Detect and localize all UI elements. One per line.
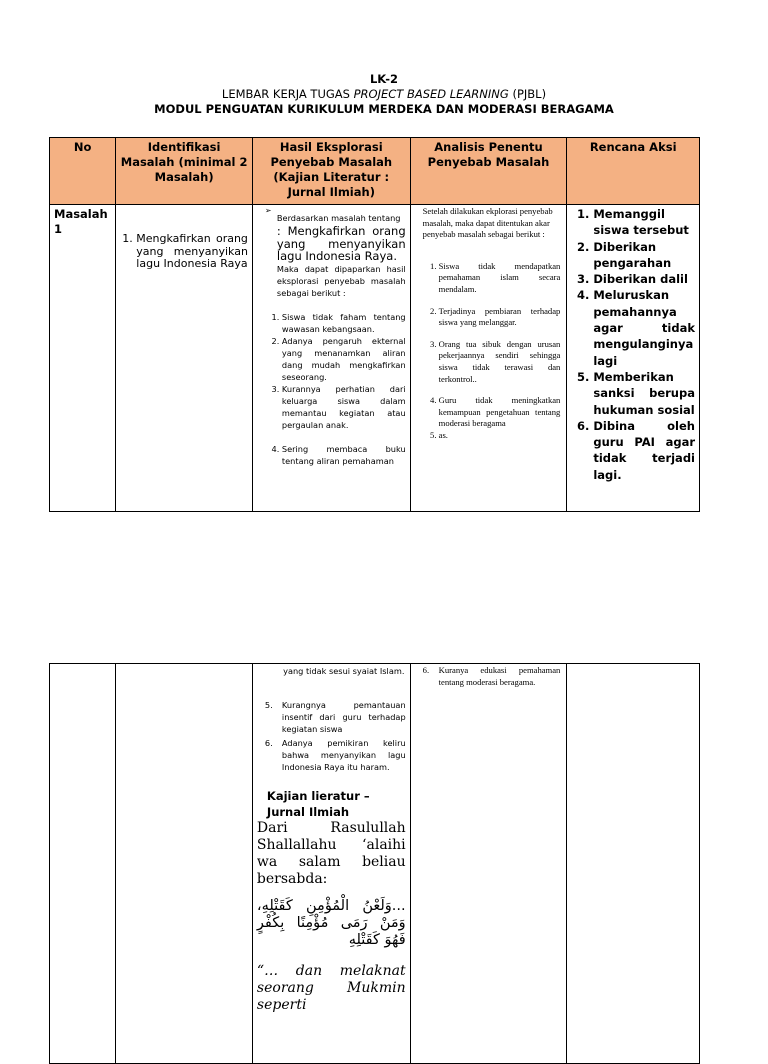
header-identifikasi: Identifikasi Masalah (minimal 2 Masalah) <box>116 138 253 205</box>
list-item: 1. Siswa tidak mendapatkan pemahaman islam secara mendalam. <box>439 261 561 296</box>
header-analisis: Analisis Penentu Penyebab Masalah <box>410 138 567 205</box>
header-rencana: Rencana Aksi <box>567 138 700 205</box>
list-item: 3. Kurannya perhatian dari keluarga siswa dalam memantau kegiatan atau pergaulan anak. <box>282 383 406 431</box>
row-label: Masalah 1 <box>50 205 116 512</box>
item-text: Adanya pemikiran keliru bahwa menyanyikan lagu Indonesia Raya itu haram. <box>281 738 406 772</box>
list-item: 5. Memberikan sanksi berupa hukuman sosial <box>593 369 695 418</box>
list-item: 3. Diberikan dalil <box>593 271 695 287</box>
identifikasi-cell <box>116 205 253 512</box>
item-number: 6. <box>264 738 273 748</box>
list-item: 4. Meluruskan pemahannya agar tidak mengulanginya lagi <box>593 287 695 368</box>
title-italic: PROJECT BASED LEARNING <box>353 87 509 101</box>
analisis-cell <box>410 664 567 1064</box>
worksheet-table <box>49 137 700 512</box>
item-text: Kuranya edukasi pemahaman tentang moderasi beragama. <box>438 665 561 687</box>
document-header <box>0 72 768 117</box>
item-number: 5. <box>264 700 273 710</box>
rencana-cell-empty <box>567 664 700 1064</box>
header-hasil-line1: Hasil Eksplorasi Penyebab Masalah <box>270 140 393 169</box>
header-hasil-line2: (Kajian Literatur : Jurnal Ilmiah) <box>273 170 390 199</box>
worksheet-table-continued <box>49 663 700 1064</box>
list-item: 1. Siswa tidak faham tentang wawasan kebangsaan. <box>282 311 406 335</box>
analisis-cell <box>410 205 567 512</box>
arrow-bullet-icon: ➢ <box>264 206 272 215</box>
item-text: Kurangnya pemantauan insentif dari guru terhadap kegiatan siswa <box>281 700 406 734</box>
hadith-translation: “… dan melaknat seorang Mukmin seperti <box>256 963 406 1013</box>
list-item: 2. Adanya pengaruh ekternal yang menanamkan aliran dang mudah mengkafirkan seseorang. <box>282 335 406 383</box>
list-item <box>265 699 406 735</box>
item-text: Mengkafirkan orang yang menyanyikan lagu Indonesia Raya <box>136 232 248 270</box>
table-header-row <box>50 138 700 205</box>
row-label-empty <box>50 664 116 1064</box>
intro-tail-text: Maka dapat dipaparkan hasil eksplorasi penyebab masalah sebagai berikut : <box>276 263 406 298</box>
intro-small-text: Berdasarkan masalah tentang <box>276 213 401 223</box>
analisis-intro: Setelah dilakukan ekplorasi penyebab masalah, maka dapat ditentukan akar penyebab masalah sebagai berikut : <box>422 206 553 240</box>
rencana-cell <box>567 205 700 512</box>
list-item: 5. as. <box>439 430 561 442</box>
list-item <box>423 665 561 688</box>
header-no: No <box>50 138 116 205</box>
list-item: 4. Sering membaca buku tentang aliran pemahaman <box>282 443 406 467</box>
hasil-continuation: yang tidak sesui syaiat Islam. <box>283 666 405 676</box>
title-suffix: (PJBL) <box>508 87 547 101</box>
intro-big-text: : Mengkafirkan orang yang menyanyikan lagu Indonesia Raya. <box>276 224 406 263</box>
list-item: 2. Terjadinya pembiaran terhadap siswa yang melanggar. <box>439 306 561 329</box>
kajian-title: Kajian lieratur – Jurnal Ilmiah <box>266 789 370 819</box>
title-prefix: LEMBAR KERJA TUGAS <box>221 87 354 101</box>
hasil-cell <box>252 664 410 1064</box>
list-item: 6. Dibina oleh guru PAI agar tidak terjadi lagi. <box>593 418 695 483</box>
item-number: 6. <box>422 665 430 675</box>
list-item <box>122 233 248 271</box>
hadith-intro: Dari Rasulullah Shallallahu ‘alaihi wa salam beliau bersabda: <box>256 820 406 887</box>
hasil-cell <box>252 205 410 512</box>
list-item: 2. Diberikan pengarahan <box>593 239 695 272</box>
module-title: MODUL PENGUATAN KURIKULUM MERDEKA DAN MODERASI BERAGAMA <box>154 102 614 116</box>
header-hasil <box>252 138 410 205</box>
intro-bullet <box>265 206 406 299</box>
document-code: LK-2 <box>369 72 398 86</box>
identifikasi-cell-empty <box>116 664 253 1064</box>
list-item: 3. Orang tua sibuk dengan urusan pekerjaannya sendiri sehingga siswa tidak terawasi dan terkontrol.. <box>439 339 561 385</box>
document-title <box>0 87 768 102</box>
table-row <box>50 205 700 512</box>
list-item <box>265 737 406 773</box>
list-item: 1. Memanggil siswa tersebut <box>593 206 695 239</box>
table-row <box>50 664 700 1064</box>
arabic-hadith: ...وَلَعْنُ الْمُؤْمِنِ كَقَتْلِهِ، وَمَنْ رَمَى مُؤْمِنًا بِكُفْرٍ فَهُوَ كَقَتْلِهِ <box>256 898 406 948</box>
item-number: 1. <box>122 232 133 245</box>
list-item: 4. Guru tidak meningkatkan kemampuan pengetahuan tentang moderasi beragama <box>439 395 561 430</box>
